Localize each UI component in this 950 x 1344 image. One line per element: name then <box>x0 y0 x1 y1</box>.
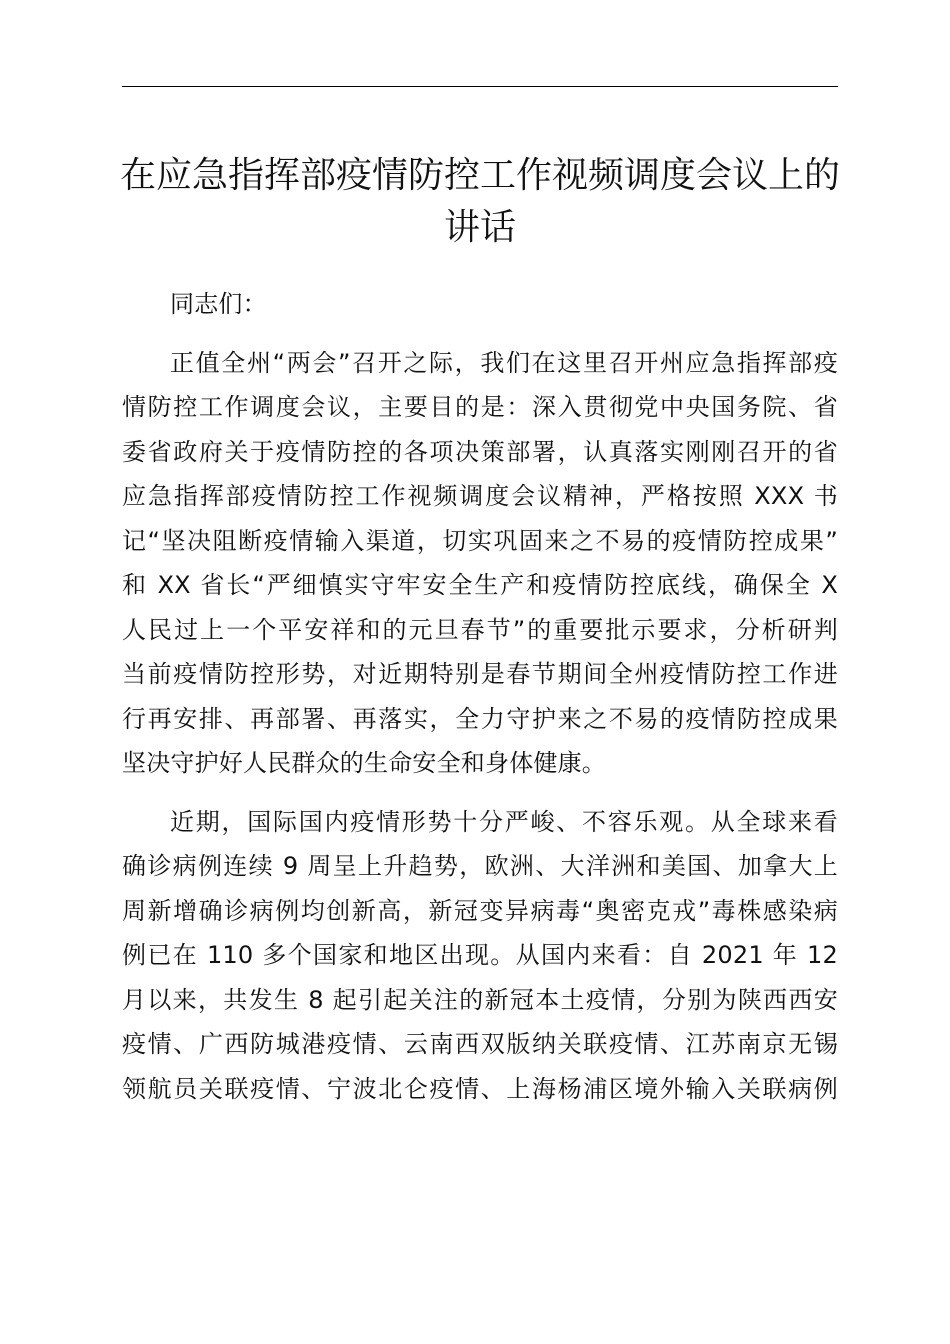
salutation: 同志们： <box>170 290 267 318</box>
text-line: 记“坚决阻断疫情输入渠道，切实巩固来之不易的疫情防控成果” <box>122 526 838 555</box>
document-title <box>110 150 850 254</box>
document-body <box>122 282 838 1111</box>
text-line: 行再安排、再部署、再落实，全力守护来之不易的疫情防控成果 <box>122 704 838 733</box>
text-line: 领航员关联疫情、宁波北仑疫情、上海杨浦区境外输入关联病例 <box>122 1074 838 1103</box>
text-line: 人民过上一个平安祥和的元旦春节”的重要批示要求，分析研判 <box>122 615 838 644</box>
text-line: 近期，国际国内疫情形势十分严峻、不容乐观。从全球来看 <box>170 807 838 836</box>
text-line: 和 XX 省长“严细慎实守牢安全生产和疫情防控底线，确保全 X <box>122 571 838 599</box>
text-line: 应急指挥部疫情防控工作视频调度会议精神，严格按照 XXX 书 <box>122 482 838 510</box>
text-line: 确诊病例连续 9 周呈上升趋势，欧洲、大洋洲和美国、加拿大上 <box>122 852 838 880</box>
paragraph-2 <box>122 800 838 1112</box>
header-rule <box>122 86 838 87</box>
text-line: 情防控工作调度会议，主要目的是：深入贯彻党中央国务院、省 <box>122 393 838 421</box>
text-line: 正值全州“两会”召开之际，我们在这里召开州应急指挥部疫 <box>170 348 838 377</box>
text-line: 当前疫情防控形势，对近期特别是春节期间全州疫情防控工作进 <box>122 660 838 688</box>
text-line: 委省政府关于疫情防控的各项决策部署，认真落实刚刚召开的省 <box>122 437 838 466</box>
text-line: 月以来，共发生 8 起引起关注的新冠本土疫情，分别为陕西西安 <box>122 985 838 1014</box>
title-line: 讲话 <box>443 207 516 248</box>
text-line: 疫情、广西防城港疫情、云南西双版纳关联疫情、江苏南京无锡 <box>122 1030 838 1058</box>
text-line: 周新增确诊病例均创新高，新冠变异病毒“奥密克戎”毒株感染病 <box>122 896 838 925</box>
title-line: 在应急指挥部疫情防控工作视频调度会议上的 <box>119 155 840 196</box>
paragraph-1 <box>122 341 838 786</box>
text-line: 例已在 110 多个国家和地区出现。从国内来看：自 2021 年 12 <box>122 941 838 969</box>
text-line: 坚决守护好人民群众的生命安全和身体健康。 <box>122 749 606 777</box>
